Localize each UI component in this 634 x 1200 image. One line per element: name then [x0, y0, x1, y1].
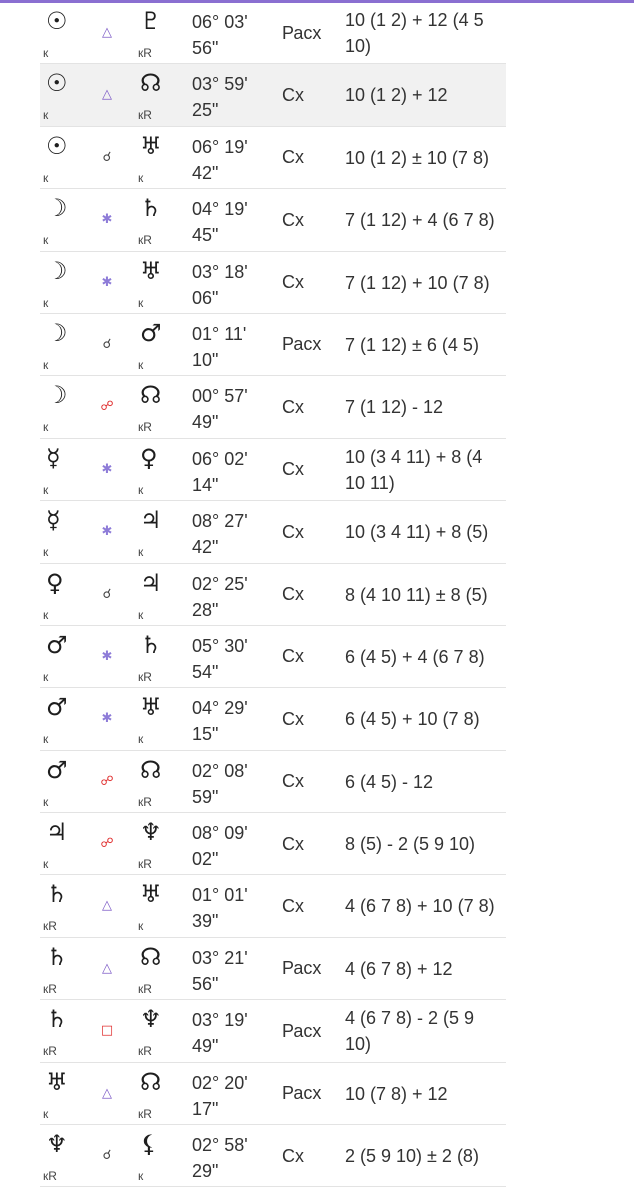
aspect-type: Сх [282, 147, 304, 168]
planet-1-marker: к [43, 607, 49, 622]
conjunction-icon: ☌ [102, 336, 112, 352]
aspect-type: Сх [282, 84, 304, 105]
planet-2-icon: ♆ [140, 1005, 162, 1034]
aspect-row[interactable] [40, 688, 506, 750]
planet-2-marker: кR [138, 46, 152, 60]
planet-2-marker: кR [138, 857, 152, 872]
planet-1-marker: к [43, 669, 49, 684]
planet-1-icon: ♀ [46, 568, 64, 597]
aspect-row[interactable] [40, 2, 506, 64]
planet-2-marker: к [138, 357, 144, 372]
planet-1-icon: ☿ [46, 443, 61, 472]
sextile-icon: ✱ [101, 274, 113, 290]
sextile-icon: ✱ [101, 648, 113, 664]
aspect-row[interactable] [40, 626, 506, 688]
planet-2-marker: к [138, 919, 144, 934]
orb-value: 06° 02' 14" [192, 448, 248, 495]
planet-1-icon: ♄ [46, 1005, 68, 1034]
trine-icon: △ [102, 25, 112, 40]
sextile-icon: ✱ [101, 461, 113, 477]
houses-formula: 6 (4 5) + 10 (7 8) [345, 709, 480, 730]
houses-formula: 10 (1 2) + 12 [345, 85, 448, 106]
houses-formula: 7 (1 12) ± 6 (4 5) [345, 334, 479, 355]
houses-formula: 6 (4 5) - 12 [345, 771, 434, 792]
aspect-type: Сх [282, 646, 304, 667]
planet-2-icon: ☊ [140, 69, 162, 98]
planet-1-marker: к [43, 732, 49, 747]
planet-2-icon: ♅ [140, 131, 162, 160]
planet-2-icon: ☊ [140, 1067, 162, 1096]
houses-formula: 8 (4 10 11) ± 8 (5) [345, 584, 488, 605]
aspect-row[interactable] [40, 439, 506, 501]
houses-formula: 4 (6 7 8) - 2 (5 9 10) [345, 1008, 475, 1055]
houses-formula: 10 (3 4 11) + 8 (4 10 11) [345, 446, 483, 493]
planet-2-icon: ♅ [140, 880, 162, 909]
planet-1-icon: ☿ [46, 506, 61, 535]
aspect-row[interactable] [40, 938, 506, 1000]
planet-2-icon: ⚸ [140, 1130, 158, 1159]
trine-icon: △ [102, 960, 112, 976]
aspect-type: Расх [282, 334, 322, 355]
orb-value: 03° 59' 25" [192, 74, 248, 121]
opposition-icon: ☍ [100, 836, 114, 852]
planet-2-marker: к [138, 482, 144, 497]
aspect-row[interactable] [40, 813, 506, 875]
planet-1-icon: ♅ [46, 1067, 68, 1096]
planet-1-marker: к [43, 233, 49, 248]
houses-formula: 7 (1 12) + 10 (7 8) [345, 272, 490, 293]
conjunction-icon: ☌ [102, 149, 112, 165]
planet-1-marker: к [43, 545, 49, 560]
aspect-type: Сх [282, 895, 304, 916]
aspect-row[interactable] [40, 252, 506, 314]
aspect-row[interactable] [40, 564, 506, 626]
planet-1-marker: кR [43, 981, 57, 996]
planet-2-marker: кR [138, 233, 152, 248]
aspect-row[interactable] [40, 751, 506, 813]
planet-1-marker: к [43, 794, 49, 809]
orb-value: 03° 19' 49" [192, 1010, 248, 1057]
orb-value: 04° 29' 15" [192, 698, 248, 745]
orb-value: 06° 19' 42" [192, 136, 248, 183]
planet-2-marker: к [138, 607, 144, 622]
planet-2-marker: кR [138, 669, 152, 684]
aspect-type: Сх [282, 1145, 304, 1166]
trine-icon: △ [102, 898, 112, 914]
aspect-type: Расх [282, 958, 322, 979]
planet-1-icon: ♃ [46, 818, 68, 847]
opposition-icon: ☍ [100, 773, 114, 789]
orb-value: 04° 19' 45" [192, 199, 248, 246]
conjunction-icon: ☌ [102, 586, 112, 602]
sextile-icon: ✱ [101, 711, 113, 727]
planet-2-marker: к [138, 732, 144, 747]
aspect-row[interactable] [40, 501, 506, 563]
planet-2-icon: ♅ [140, 693, 162, 722]
aspect-type: Сх [282, 708, 304, 729]
aspects-table [40, 2, 506, 1187]
houses-formula: 10 (1 2) ± 10 (7 8) [345, 147, 489, 168]
houses-formula: 8 (5) - 2 (5 9 10) [345, 834, 476, 855]
aspect-type: Сх [282, 521, 304, 542]
square-icon: □ [100, 1023, 114, 1039]
orb-value: 06° 03' 56" [192, 12, 248, 58]
aspect-type: Расх [282, 1083, 322, 1104]
houses-formula: 10 (7 8) + 12 [345, 1083, 448, 1104]
aspect-type: Расх [282, 1020, 322, 1041]
aspect-row[interactable] [40, 376, 506, 438]
planet-1-marker: кR [43, 919, 57, 934]
aspect-type: Сх [282, 396, 304, 417]
aspect-row[interactable] [40, 1000, 506, 1062]
planet-1-icon: ♂ [46, 693, 68, 722]
planet-2-icon: ♆ [140, 818, 162, 847]
aspect-type: Сх [282, 584, 304, 605]
aspect-type: Сх [282, 272, 304, 293]
houses-formula: 7 (1 12) - 12 [345, 397, 444, 418]
planet-1-icon: ♂ [46, 630, 68, 659]
planet-1-icon: ☉ [46, 69, 68, 98]
orb-value: 02° 25' 28" [192, 573, 248, 620]
planet-2-icon: ♄ [140, 630, 162, 659]
aspect-row[interactable] [40, 64, 506, 126]
trine-icon: △ [102, 1085, 112, 1101]
houses-formula: 2 (5 9 10) ± 2 (8) [345, 1146, 479, 1167]
orb-value: 08° 27' 42" [192, 511, 248, 558]
orb-value: 01° 11' 10" [192, 323, 247, 370]
planet-2-icon: ♃ [140, 568, 162, 597]
planet-2-icon: ♅ [140, 256, 162, 285]
aspect-row[interactable] [40, 127, 506, 189]
planet-1-marker: к [43, 46, 49, 60]
planet-1-marker: к [43, 1106, 49, 1121]
planet-1-icon: ♄ [46, 942, 68, 971]
planet-2-marker: кR [138, 420, 152, 435]
planet-1-marker: к [43, 857, 49, 872]
conjunction-icon: ☌ [102, 1148, 112, 1164]
planet-2-icon: ☊ [140, 755, 162, 784]
planet-2-icon: ♂ [140, 318, 162, 347]
planet-1-marker: кR [43, 1044, 57, 1059]
houses-formula: 7 (1 12) + 4 (6 7 8) [345, 210, 495, 231]
orb-value: 02° 20' 17" [192, 1072, 248, 1119]
orb-value: 01° 01' 39" [192, 885, 248, 932]
planet-2-icon: ♄ [140, 194, 162, 223]
planet-2-marker: кR [138, 108, 152, 123]
houses-formula: 10 (1 2) + 12 (4 5 10) [345, 10, 484, 56]
planet-1-marker: к [43, 482, 49, 497]
planet-2-marker: к [138, 545, 144, 560]
planet-2-marker: кR [138, 1106, 152, 1121]
planet-2-icon: ☊ [140, 942, 162, 971]
planet-1-marker: к [43, 295, 49, 310]
houses-formula: 4 (6 7 8) + 10 (7 8) [345, 896, 495, 917]
planet-2-marker: кR [138, 1044, 152, 1059]
planet-1-icon: ♄ [46, 880, 68, 909]
planet-1-marker: к [43, 357, 49, 372]
aspect-row[interactable] [40, 1125, 506, 1187]
houses-formula: 6 (4 5) + 4 (6 7 8) [345, 646, 485, 667]
aspect-type: Сх [282, 459, 304, 480]
sextile-icon: ✱ [101, 212, 113, 228]
aspect-row[interactable] [40, 189, 506, 251]
planet-1-marker: кR [43, 1169, 57, 1184]
opposition-icon: ☍ [100, 399, 114, 415]
aspect-row[interactable] [40, 1063, 506, 1125]
planet-2-marker: кR [138, 794, 152, 809]
orb-value: 05° 30' 54" [192, 635, 248, 682]
planet-1-icon: ☉ [46, 131, 68, 160]
planet-2-icon: ♇ [140, 7, 162, 35]
planet-2-marker: к [138, 1169, 144, 1184]
sextile-icon: ✱ [101, 524, 113, 540]
planet-1-marker: к [43, 170, 49, 185]
planet-2-icon: ♀ [140, 443, 158, 472]
orb-value: 02° 08' 59" [192, 760, 248, 807]
orb-value: 03° 18' 06" [192, 261, 248, 308]
aspect-type: Расх [282, 22, 322, 43]
aspect-type: Сх [282, 209, 304, 230]
aspect-type: Сх [282, 771, 304, 792]
aspect-type: Сх [282, 833, 304, 854]
planet-2-icon: ♃ [140, 506, 162, 535]
planet-2-marker: к [138, 170, 144, 185]
planet-1-icon: ☽ [46, 318, 68, 347]
planet-1-icon: ☽ [46, 256, 68, 285]
planet-2-icon: ☊ [140, 381, 162, 410]
houses-formula: 4 (6 7 8) + 12 [345, 958, 453, 979]
planet-1-icon: ♆ [46, 1130, 68, 1159]
aspect-row[interactable] [40, 314, 506, 376]
planet-1-icon: ☽ [46, 194, 68, 223]
orb-value: 00° 57' 49" [192, 386, 248, 433]
planet-1-marker: к [43, 420, 49, 435]
orb-value: 03° 21' 56" [192, 947, 248, 994]
orb-value: 02° 58' 29" [192, 1135, 248, 1182]
planet-1-icon: ☉ [46, 7, 68, 35]
aspect-row[interactable] [40, 875, 506, 937]
planet-2-marker: к [138, 295, 144, 310]
planet-1-icon: ☽ [46, 381, 68, 410]
trine-icon: △ [102, 87, 112, 103]
houses-formula: 10 (3 4 11) + 8 (5) [345, 522, 489, 543]
planet-1-marker: к [43, 108, 49, 123]
orb-value: 08° 09' 02" [192, 823, 248, 870]
planet-2-marker: кR [138, 981, 152, 996]
planet-1-icon: ♂ [46, 755, 68, 784]
